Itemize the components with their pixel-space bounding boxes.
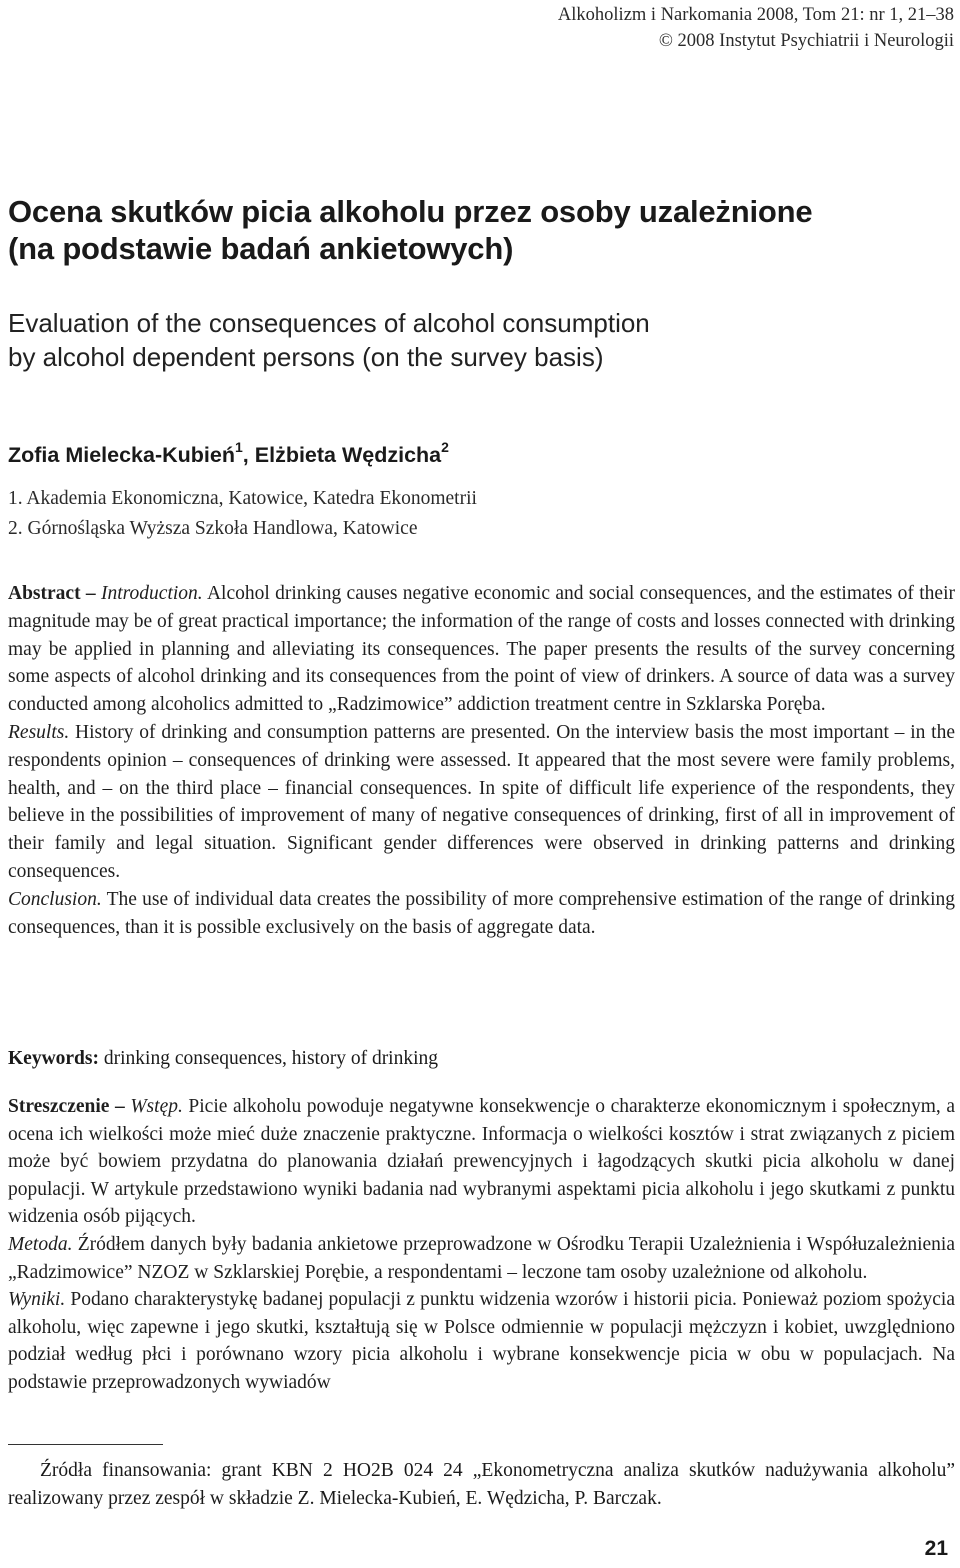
- streszczenie: [8, 1093, 955, 1397]
- authors: [8, 440, 948, 470]
- journal-header: [394, 2, 954, 54]
- article-title: [8, 193, 948, 267]
- footnote-divider: [8, 1444, 163, 1445]
- streszczenie-label: Streszczenie –: [8, 1096, 131, 1117]
- conclusion-label: Conclusion.: [8, 888, 102, 910]
- abstract: [8, 580, 955, 941]
- streszczenie-wyniki: [8, 1286, 955, 1396]
- keywords: [8, 1045, 955, 1073]
- abstract-introduction: [8, 580, 955, 719]
- author-1-affiliation-mark: 1: [235, 438, 243, 455]
- article-subtitle: [8, 306, 948, 374]
- metoda-text: Źródłem danych były badania ankietowe przeprowadzone w Ośrodku Terapii Uzależnienia i Współuzależnienia „Radzimowice” NZOZ w Szklarskiej Porębie, a respondentami – leczone tam osoby uzależnione od alkoholu.: [8, 1233, 955, 1283]
- author-2: Elżbieta Wędzicha: [254, 443, 442, 467]
- title-line-2: (na podstawie badań ankietowych): [8, 231, 514, 266]
- author-separator: ,: [242, 443, 255, 467]
- journal-citation: Alkoholizm i Narkomania 2008, Tom 21: nr 1, 21–38: [557, 5, 954, 25]
- wyniki-text: Podano charakterystykę badanej populacji z punktu widzenia wzorów i historii picia. Ponieważ poziom spożycia alkoholu, więc zapewne i jego skutki, kształtują się w Polsce odmiennie w populacji mężczyzn i kobiet, uwzględniono podział według płci i porównano wzory picia alkoholu i wybrane konsekwencje picia w obu w populacjach. Na podstawie przeprowadzonych wywiadów: [8, 1289, 955, 1393]
- page-number: 21: [924, 1537, 948, 1560]
- wstep-text: Picie alkoholu powoduje negatywne konsekwencje o charakterze ekonomicznym i społecznym, a ocena ich wielkości może mieć duże znaczenie praktyczne. Informacja o wielkości kosztów i strat związanych z piciem może być bowiem przydatna do planowania działań prewencyjnych i łagodzących skutki picia alkoholu w danej populacji. W artykule przedstawiono wyniki badania nad wybranymi aspektami picia alkoholu i jego skutkami z punktu widzenia osób pijących.: [8, 1096, 955, 1228]
- wyniki-label: Wyniki.: [8, 1289, 66, 1311]
- affiliation-2: 2. Górnośląska Wyższa Szkoła Handlowa, Katowice: [8, 518, 418, 539]
- wstep-label: Wstęp.: [130, 1096, 183, 1117]
- abstract-conclusion: [8, 886, 955, 942]
- journal-copyright: © 2008 Instytut Psychiatrii i Neurologii: [658, 31, 954, 51]
- streszczenie-wstep: [8, 1093, 955, 1231]
- conclusion-text: The use of individual data creates the possibility of more comprehensive estimation of the range of drinking consequences, than it is possible exclusively on the basis of aggregate data.: [8, 888, 955, 938]
- affiliation-1: 1. Akademia Ekonomiczna, Katowice, Katedra Ekonometrii: [8, 488, 477, 509]
- results-label: Results.: [8, 721, 70, 743]
- introduction-text: Alcohol drinking causes negative economic and social consequences, and the estimates of their magnitude may be of great practical importance; the information of the range of costs and losses connected with drinking may be applied in planning and alleviating its consequences. The paper presents the results of the survey concerning some aspects of alcohol drinking and its consequences from the point of view of drinkers. A source of data was a survey conducted among alcoholics admitted to „Radzimowice” addiction treatment centre in Szklarska Poręba.: [8, 583, 955, 716]
- affiliations: [8, 484, 948, 544]
- subtitle-line-1: Evaluation of the consequences of alcohol consumption: [8, 308, 650, 338]
- introduction-label: Introduction.: [101, 583, 203, 604]
- abstract-label: Abstract –: [8, 583, 102, 604]
- metoda-label: Metoda.: [8, 1233, 73, 1255]
- subtitle-line-2: by alcohol dependent persons (on the survey basis): [8, 342, 604, 372]
- title-line-1: Ocena skutków picia alkoholu przez osoby uzależnione: [8, 194, 813, 229]
- funding-footnote: Źródła finansowania: grant KBN 2 HO2B 024 24 „Ekonometryczna analiza skutków nadużywania alkoholu” realizowany przez zespół w składzie Z. Mielecka-Kubień, E. Wędzicha, P. Barczak.: [8, 1460, 955, 1509]
- author-1: Zofia Mielecka-Kubień: [8, 443, 235, 467]
- streszczenie-metoda: [8, 1231, 955, 1286]
- results-text: History of drinking and consumption patterns are presented. On the interview basis the most important – in the respondents opinion – consequences of drinking were assessed. It appeared that the most severe were family problems, health, and – on the third place – financial consequences. In spite of difficult life experience of the respondents, they believe in the possibilities of improvement of many of negative consequences of drinking, first of all in improvement of their family and legal situation. Significant gender differences were observed in drinking patterns and drinking consequences.: [8, 721, 955, 882]
- keywords-label: Keywords:: [8, 1048, 99, 1069]
- keywords-text: drinking consequences, history of drinking: [99, 1048, 439, 1069]
- author-2-affiliation-mark: 2: [441, 438, 449, 455]
- abstract-results: [8, 719, 955, 886]
